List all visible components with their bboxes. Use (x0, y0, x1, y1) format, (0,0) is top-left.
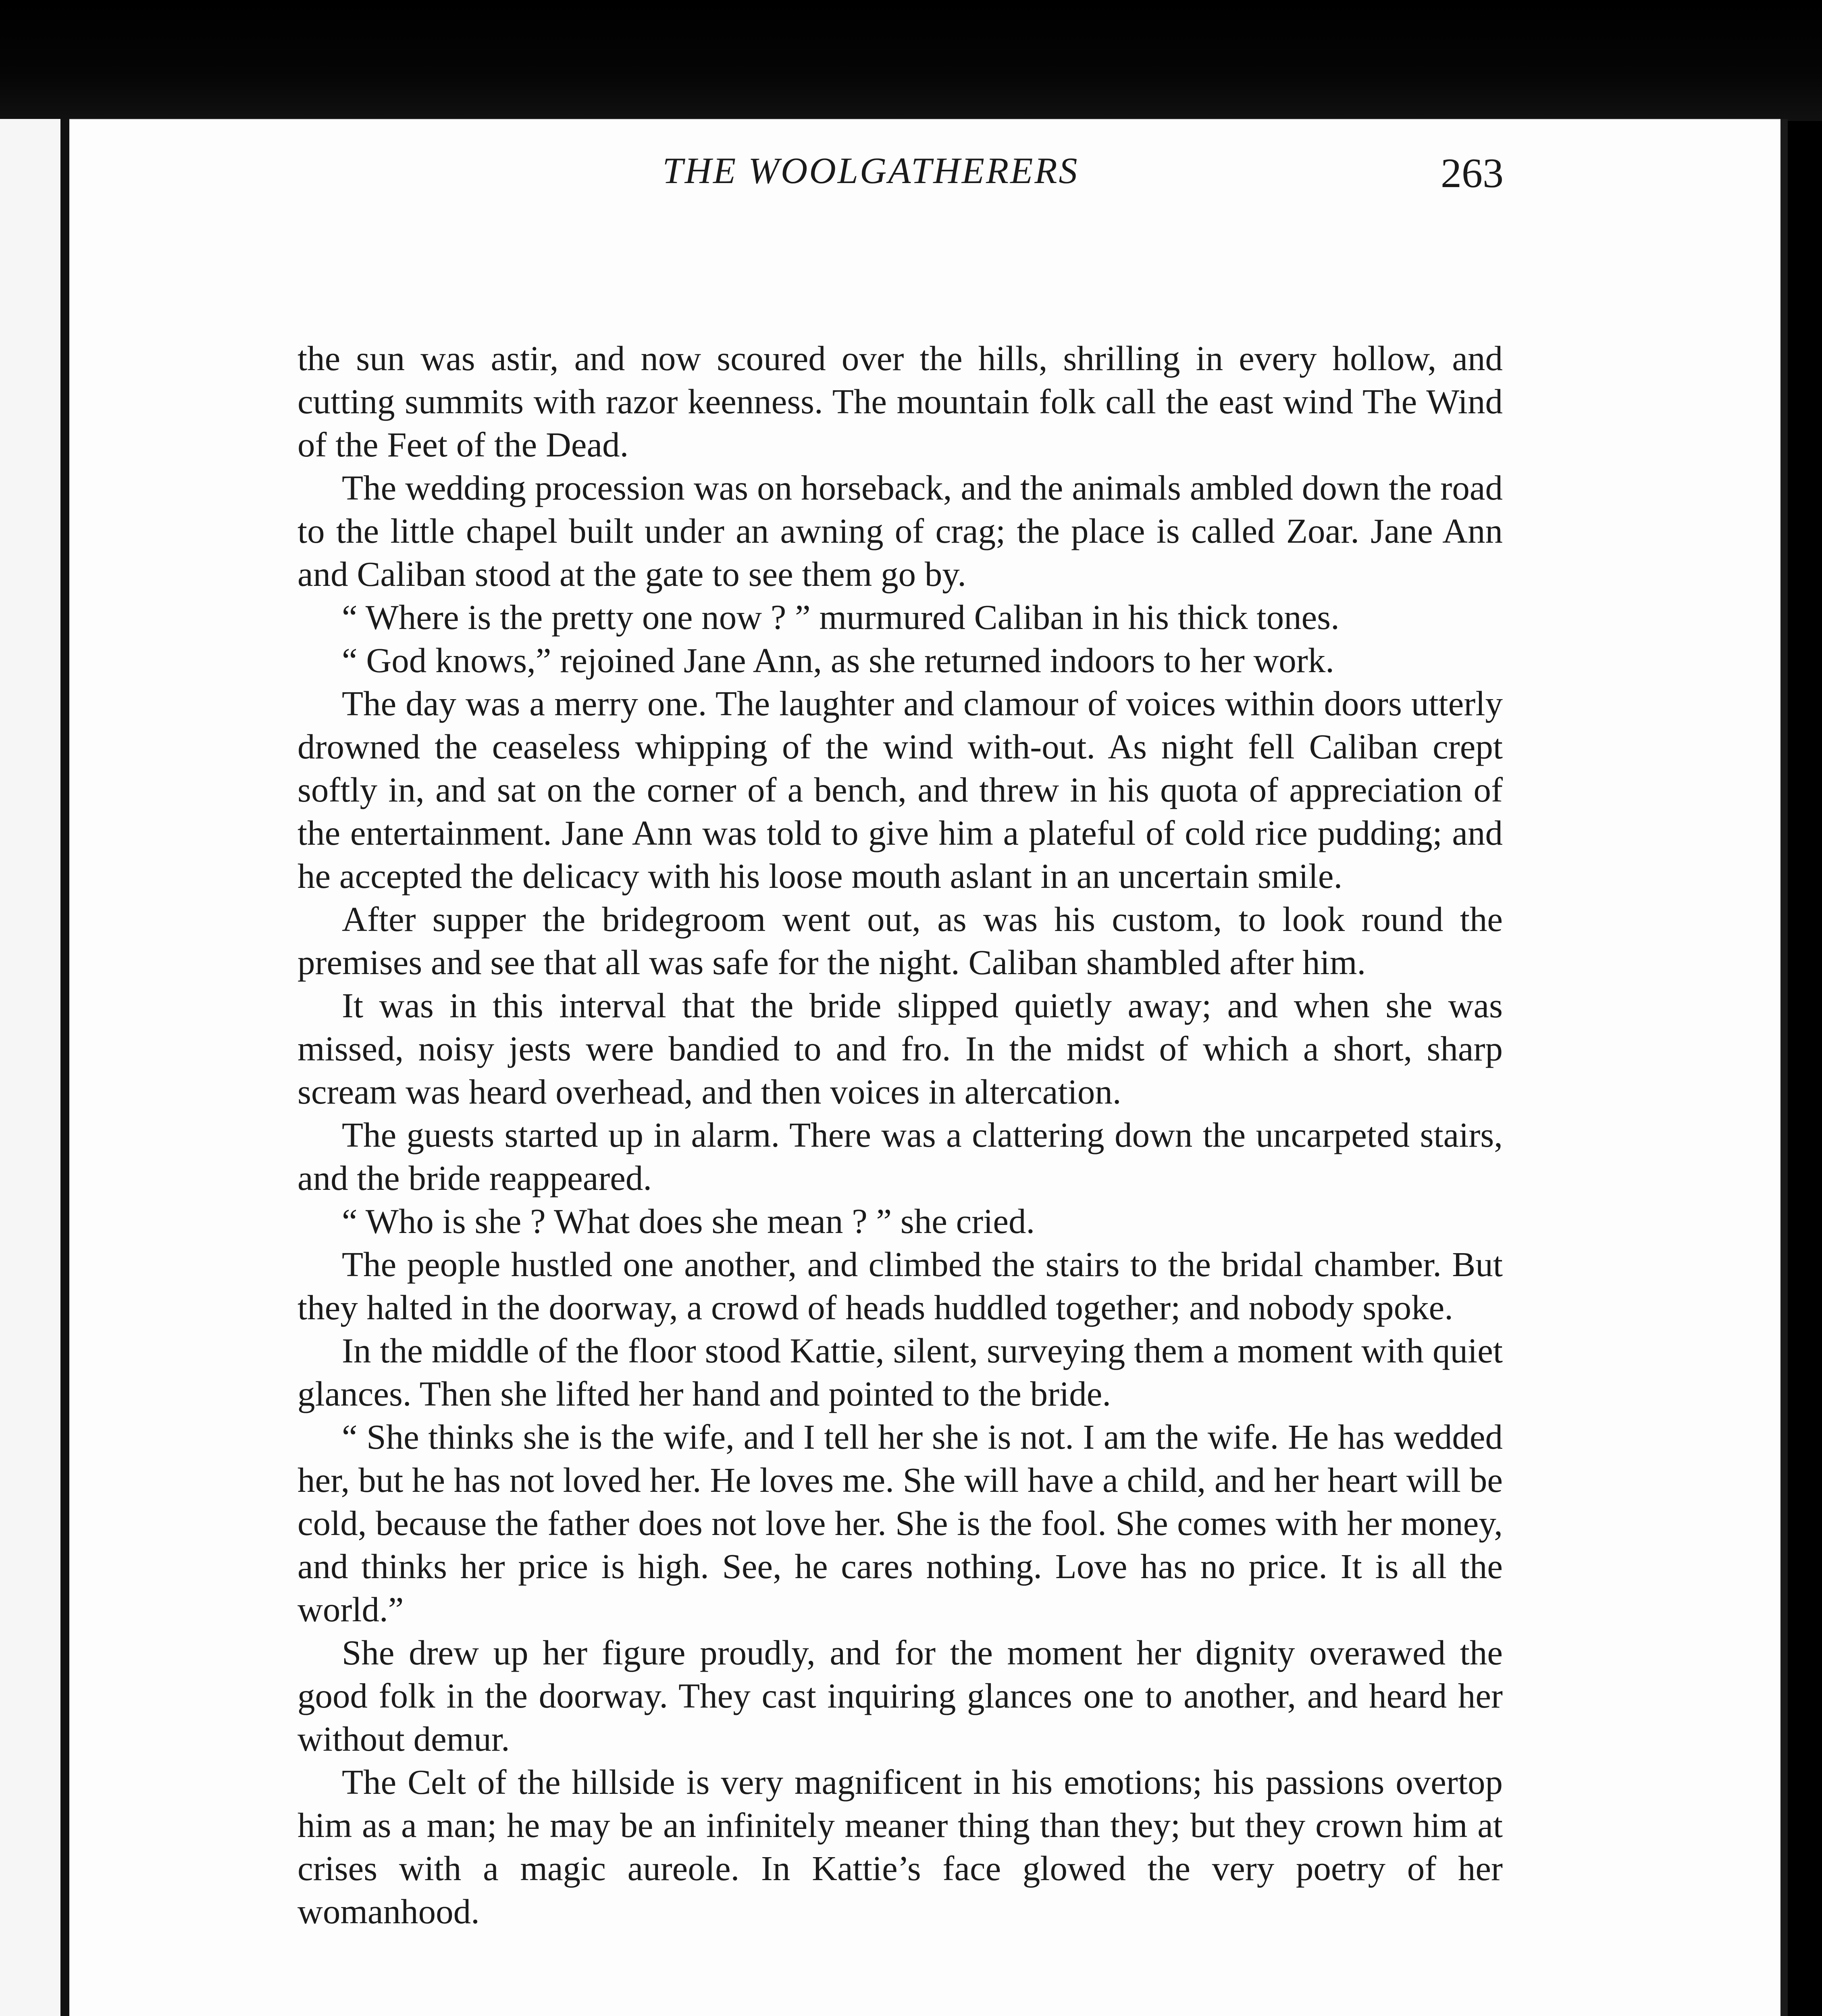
paragraph: “ Who is she ? What does she mean ? ” she cried. (342, 1202, 1035, 1241)
facing-page-edge (0, 119, 60, 2016)
paragraph: “ She thinks she is the wife, and I tell her she is not. I am the wife. He has wedded her, but he has not loved her. He loves me. She will have a child, and her heart will be cold, because the father does not love her. She is the fool. She comes with her money, and thinks her price is high. See, he cares nothing. Love has no price. It is all the world.” (297, 1417, 1503, 1629)
paragraph: It was in this interval that the bride slipped quietly away; and when she was missed, noisy jests were bandied to and fro. In the midst of which a short, sharp scream was heard overhead, and then voices in altercation. (297, 986, 1503, 1111)
page-binding-edge (60, 119, 69, 2016)
paragraph: “ Where is the pretty one now ? ” murmured Caliban in his thick tones. (342, 598, 1339, 637)
paragraph: The day was a merry one. The laughter and clamour of voices within doors utterly drowned the ceaseless whipping of the wind with-out. As night fell Caliban crept softly in, and sat on the corner of a bench, and threw in his quota of appreciation of the entertainment. Jane Ann was told to give him a plateful of cold rice pudding; and he accepted the delicacy with his loose mouth aslant in an uncertain smile. (297, 684, 1503, 896)
paragraph: the sun was astir, and now scoured over the hills, shrilling in every hollow, and cutting summits with razor keenness. The mountain folk call the east wind The Wind of the Feet of the Dead. (297, 339, 1503, 464)
paragraph: The Celt of the hillside is very magnificent in his emotions; his passions overtop him as a man; he may be an infinitely meaner thing than they; but they crown him at crises with a magic aureole. In Kattie’s face glowed the very poetry of her womanhood. (297, 1762, 1503, 1931)
paragraph: The people hustled one another, and climbed the stairs to the bridal chamber. But they halted in the doorway, a crowd of heads huddled together; and nobody spoke. (297, 1245, 1503, 1327)
page-right-edge (1780, 119, 1788, 2016)
paragraph: She drew up her figure proudly, and for the moment her dignity overawed the good folk in the doorway. They cast inquiring glances one to another, and heard her without demur. (297, 1633, 1503, 1758)
running-title: THE WOOLGATHERERS (662, 150, 1079, 191)
paragraph: In the middle of the floor stood Kattie, silent, surveying them a moment with quiet glances. Then she lifted her hand and pointed to the bride. (297, 1331, 1503, 1413)
paragraph: “ God knows,” rejoined Jane Ann, as she returned indoors to her work. (342, 641, 1334, 680)
page-header (238, 149, 1504, 218)
paragraph: After supper the bridegroom went out, as was his custom, to look round the premises and see that all was safe for the night. Caliban shambled after him. (297, 900, 1503, 982)
paragraph: The wedding procession was on horseback, and the animals ambled down the road to the little chapel built under an awning of crag; the place is called Zoar. Jane Ann and Caliban stood at the gate to see them go by. (297, 468, 1503, 594)
page-number: 263 (1441, 150, 1504, 196)
paragraph: The guests started up in alarm. There was a clattering down the uncarpeted stairs, and the bride reappeared. (297, 1115, 1503, 1198)
scan-top-background (0, 0, 1822, 121)
body-text (297, 337, 1503, 1933)
